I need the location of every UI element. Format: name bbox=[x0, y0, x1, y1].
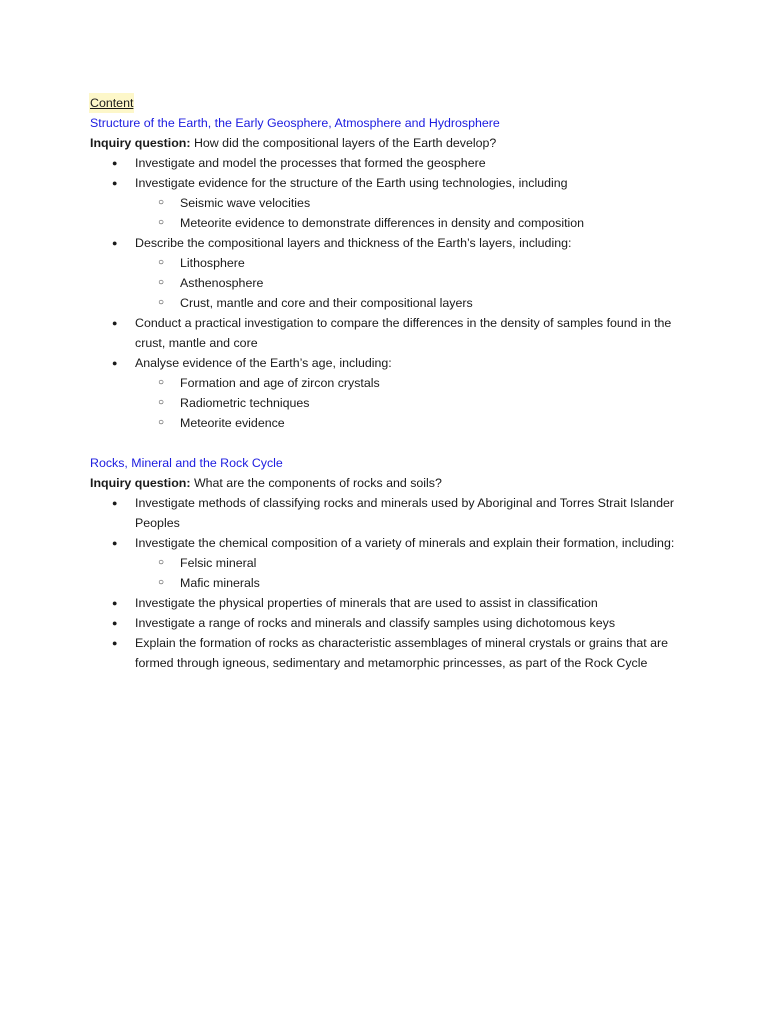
section-1 bbox=[90, 113, 690, 433]
list-item-text: Investigate the chemical composition of a variety of minerals and explain their formation, including: bbox=[135, 536, 675, 550]
list-item bbox=[90, 233, 690, 313]
document-page bbox=[90, 93, 690, 673]
sub-list-item: ○ Lithosphere bbox=[90, 253, 690, 273]
list-item-text: Investigate and model the processes that formed the geosphere bbox=[135, 156, 486, 170]
bullet-list bbox=[90, 493, 690, 673]
sub-list-item: ○ Meteorite evidence bbox=[90, 413, 690, 433]
inquiry-text: How did the compositional layers of the Earth develop? bbox=[190, 136, 497, 150]
sub-list-item: ○ Formation and age of zircon crystals bbox=[90, 373, 690, 393]
section-title: Rocks, Mineral and the Rock Cycle bbox=[90, 456, 283, 470]
sub-list-item: ○ Felsic mineral bbox=[90, 553, 690, 573]
sub-bullet-list bbox=[135, 553, 690, 593]
sections-container bbox=[90, 113, 690, 673]
list-item-text: Describe the compositional layers and thickness of the Earth’s layers, including: bbox=[135, 236, 572, 250]
list-item-text: Investigate evidence for the structure of the Earth using technologies, including bbox=[135, 176, 568, 190]
list-item-text: Investigate methods of classifying rocks and minerals used by Aboriginal and Torres Strait Islander Peoples bbox=[135, 496, 675, 530]
inquiry-question bbox=[90, 133, 690, 153]
list-item bbox=[90, 593, 690, 613]
sub-list-item: ○ Mafic minerals bbox=[90, 573, 690, 593]
inquiry-label: Inquiry question: bbox=[90, 136, 191, 150]
sub-list-item: ○ Seismic wave velocities bbox=[90, 193, 690, 213]
content-heading: Content bbox=[89, 93, 134, 113]
sub-bullet-list bbox=[135, 193, 690, 233]
list-item bbox=[90, 353, 690, 433]
list-item bbox=[90, 533, 690, 593]
list-item bbox=[90, 173, 690, 233]
sub-bullet-list bbox=[135, 253, 690, 313]
bullet-list bbox=[90, 153, 690, 433]
section-spacer bbox=[90, 433, 690, 453]
sub-bullet-list bbox=[135, 373, 690, 433]
list-item-text: Investigate a range of rocks and minerals and classify samples using dichotomous keys bbox=[135, 616, 616, 630]
list-item-text: Explain the formation of rocks as characteristic assemblages of mineral crystals or grains that are formed through igneous, sedimentary and metamorphic princesses, as part of the Rock Cycle bbox=[135, 636, 669, 670]
sub-list-item: ○ Crust, mantle and core and their compositional layers bbox=[90, 293, 690, 313]
sub-list-item: ○ Asthenosphere bbox=[90, 273, 690, 293]
list-item bbox=[90, 613, 690, 633]
section-2 bbox=[90, 453, 690, 673]
sub-list-item: ○ Radiometric techniques bbox=[90, 393, 690, 413]
list-item bbox=[90, 313, 690, 353]
list-item bbox=[90, 153, 690, 173]
inquiry-label: Inquiry question: bbox=[90, 476, 191, 490]
list-item-text: Investigate the physical properties of minerals that are used to assist in classification bbox=[135, 596, 598, 610]
list-item bbox=[90, 633, 690, 673]
inquiry-text: What are the components of rocks and soils? bbox=[190, 476, 442, 490]
section-title: Structure of the Earth, the Early Geosphere, Atmosphere and Hydrosphere bbox=[90, 116, 500, 130]
inquiry-question bbox=[90, 473, 690, 493]
list-item bbox=[90, 493, 690, 533]
list-item-text: Analyse evidence of the Earth’s age, including: bbox=[135, 356, 392, 370]
sub-list-item: ○ Meteorite evidence to demonstrate differences in density and composition bbox=[90, 213, 690, 233]
list-item-text: Conduct a practical investigation to compare the differences in the density of samples found in the crust, mantle and core bbox=[135, 316, 672, 350]
